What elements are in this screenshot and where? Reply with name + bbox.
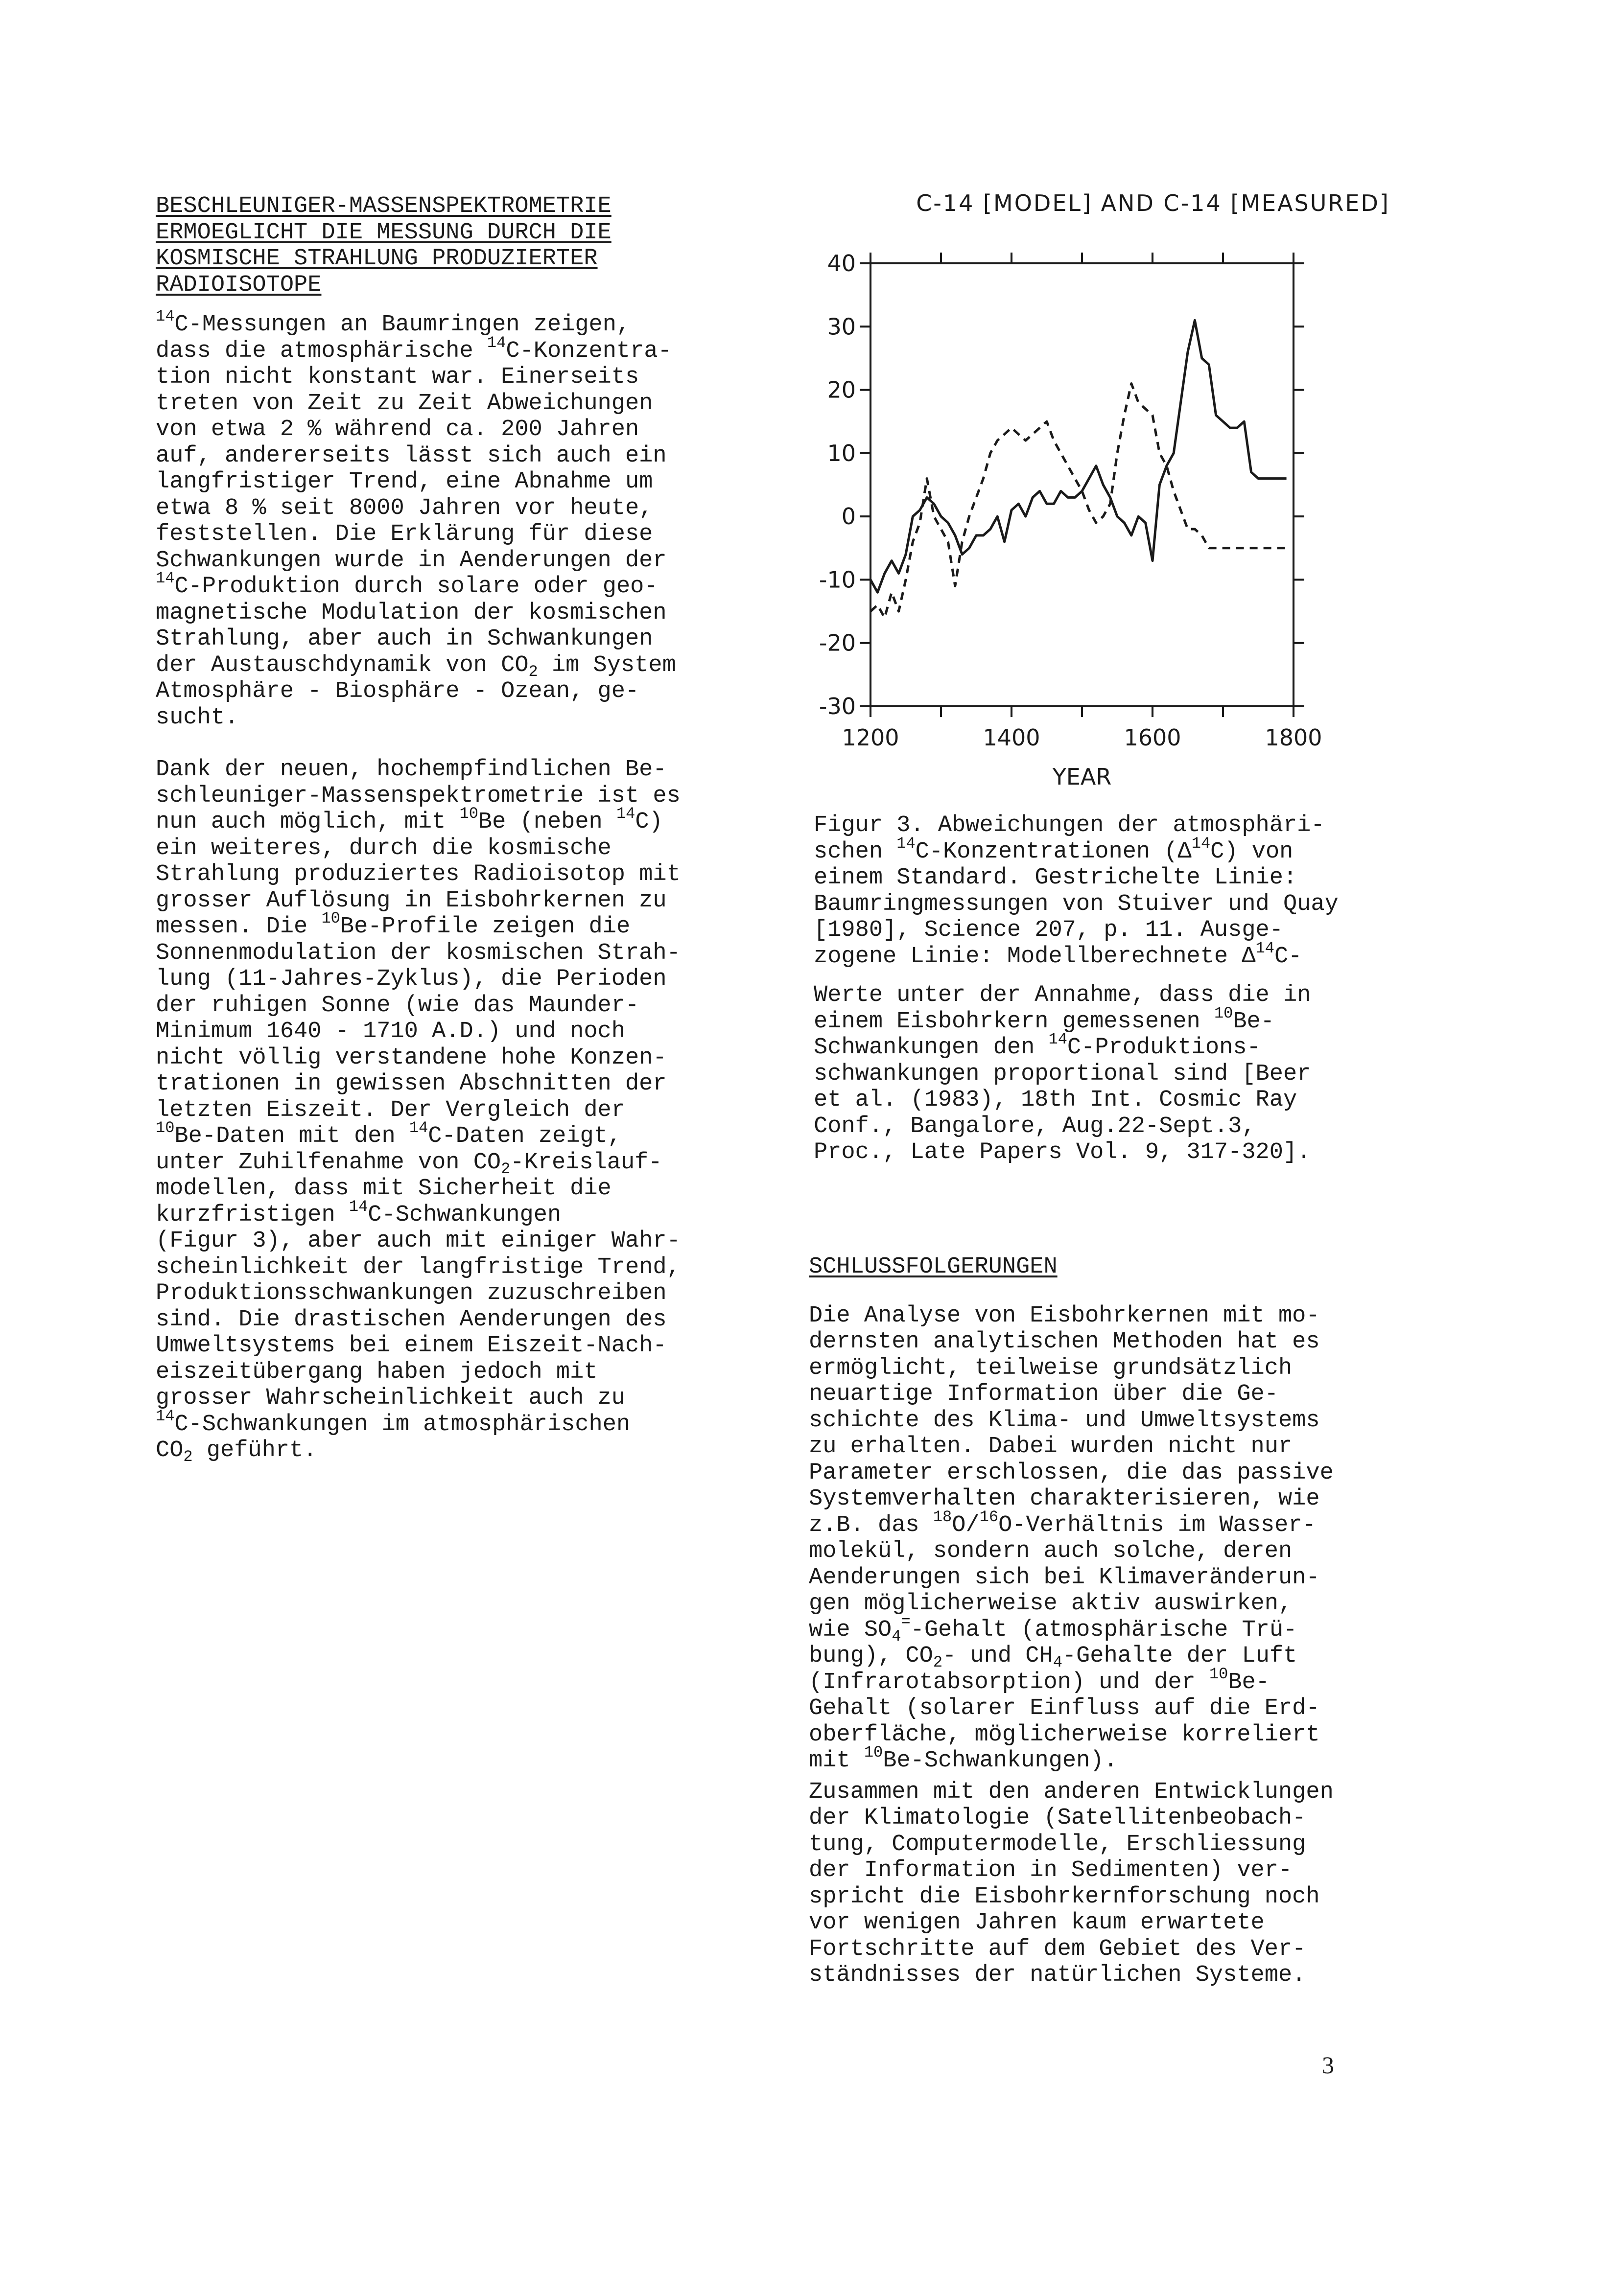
text-line [156,1254,681,1281]
text-segment: vor wenigen Jahren kaum erwartete [809,1910,1265,1936]
text-line [156,835,681,862]
text-segment: feststellen. Die Erklärung für diese [156,521,653,547]
text-segment: C-Konzentrationen (Δ [915,838,1192,865]
x-axis-label: YEAR [1052,764,1112,790]
text-line [809,1665,1334,1696]
text-segment: schichte des Klima- und Umweltsystems [809,1407,1320,1434]
text-segment: mit [809,1748,864,1774]
text-segment: C-Schwankungen im atmosphärischen [174,1411,631,1438]
text-line [809,1303,1334,1329]
page-number: 3 [1322,2051,1334,2079]
text-line [809,1538,1334,1565]
text-line [814,1087,1339,1113]
text-segment: messen. Die [156,914,322,940]
text-segment: letzten Eiszeit. Der Vergleich der [156,1097,625,1123]
text-line [156,940,681,967]
text-segment: Be-Daten mit den [174,1123,409,1149]
y-tick-label: 30 [827,313,856,340]
text-segment: CO [156,1438,184,1463]
text-segment: der Austauschdynamik von CO [156,652,529,678]
text-line [156,888,681,914]
text-segment: der ruhigen Sonne (wie das Maunder- [156,992,639,1019]
right-column [809,1254,1334,1989]
text-segment: (Infrarotabsorption) und der [809,1669,1209,1695]
superscript: 14 [1191,834,1211,853]
text-segment: Werte unter der Annahme, dass die in [814,982,1311,1008]
text-segment: nun auch möglich, mit [156,809,460,835]
text-line [156,1119,681,1150]
text-line [809,1381,1334,1408]
superscript: 10 [321,909,340,928]
text-line [156,757,681,783]
text-line [814,1030,1339,1061]
superscript: 10 [156,1119,175,1137]
text-line [156,652,681,679]
text-segment: tion nicht konstant war. Einerseits [156,364,639,390]
figure-3-chart [803,186,1439,798]
text-segment: Strahlung produziertes Radioisotop mit [156,861,681,887]
text-segment: wie SO [809,1617,892,1643]
text-segment: Proc., Late Papers Vol. 9, 317-320]. [814,1139,1311,1165]
text-segment: gen möglicherweise aktiv auswirken, [809,1591,1293,1617]
text-line [809,1460,1334,1486]
text-line [156,1045,681,1071]
paragraph [156,307,681,731]
text-segment: sind. Die drastischen Aenderungen des [156,1306,667,1333]
text-segment: zogene Linie: Modellberechnete Δ [814,943,1256,970]
text-line [809,1507,1334,1539]
text-line [156,909,681,940]
text-line [814,1113,1339,1140]
superscript: 14 [156,1407,175,1425]
text-segment: magnetische Modulation der kosmischen [156,600,667,626]
text-line [809,1722,1334,1748]
text-segment: O/ [952,1512,980,1538]
text-segment: schleuniger-Massenspektrometrie ist es [156,783,681,809]
text-line [156,391,681,417]
text-line [156,993,681,1019]
text-segment: Dank der neuen, hochempfindlichen Be- [156,757,667,783]
text-line [809,1355,1334,1382]
superscript: 14 [616,805,635,823]
text-line [156,1228,681,1254]
text-line [814,865,1339,891]
text-line [156,569,681,600]
y-tick-label: -20 [819,629,856,656]
subscript: 4 [892,1627,901,1646]
text-segment: etwa 8 % seit 8000 Jahren vor heute, [156,495,653,521]
text-segment: neuartige Information über die Ge- [809,1381,1278,1407]
text-segment: auf, andererseits lässt sich auch ein [156,442,667,469]
text-segment: Systemverhalten charakterisieren, wie [809,1486,1320,1512]
subscript: 2 [183,1448,193,1466]
text-line [809,1936,1334,1963]
text-segment: trationen in gewissen Abschnitten der [156,1071,667,1097]
text-line [809,1910,1334,1936]
text-line [809,1805,1334,1832]
y-tick-label: 20 [827,376,856,403]
x-tick-label: 1400 [983,724,1040,751]
text-line [156,1197,681,1229]
text-line [814,834,1339,865]
superscript: 14 [487,333,506,352]
text-segment: Minimum 1640 - 1710 A.D.) und noch [156,1019,625,1044]
tick-labels [819,250,1322,751]
x-tick-label: 1800 [1265,724,1322,751]
text-line [156,861,681,888]
superscript: 10 [1209,1665,1228,1683]
text-segment: der Information in Sedimenten) ver- [809,1857,1293,1883]
text-segment: Zusammen mit den anderen Entwicklungen [809,1779,1334,1805]
superscript: 14 [156,307,175,325]
text-segment: Conf., Bangalore, Aug.22-Sept.3, [814,1113,1256,1139]
superscript: 14 [156,569,175,587]
text-line [156,1307,681,1333]
text-line [156,1019,681,1045]
text-segment: -Gehalt (atmosphärische Trü- [910,1617,1297,1643]
text-segment: ein weiteres, durch die kosmische [156,835,612,861]
text-line [814,982,1339,1009]
text-line [809,1857,1334,1884]
text-segment: et al. (1983), 18th Int. Cosmic Ray [814,1087,1297,1113]
y-tick-label: -30 [819,693,856,719]
section-heading: BESCHLEUNIGER-MASSENSPEKTROMETRIE ERMOEGLICHT DIE MESSUNG DURCH DIE KOSMISCHE STRAHLUNG PRODUZIERTER RADIOISOTOPE [156,193,612,298]
text-line [809,1779,1334,1806]
text-segment: C) [635,809,663,835]
text-segment: Be-Schwankungen). [883,1748,1118,1774]
text-segment: oberfläche, möglicherweise korreliert [809,1721,1320,1748]
left-column [156,193,681,1464]
text-line [809,1695,1334,1722]
text-line [814,1139,1339,1166]
text-segment: kurzfristigen [156,1202,349,1228]
superscript: 14 [1255,939,1274,957]
text-line [809,1832,1334,1858]
subscript: 2 [933,1653,943,1671]
text-line [156,469,681,495]
subscript: 2 [528,662,538,681]
text-segment: C-Daten zeigt, [428,1123,622,1149]
text-segment: C-Schwankungen [368,1202,562,1228]
series-model-solid-line [870,320,1287,592]
text-line [156,307,681,338]
text-segment: grosser Wahrscheinlichkeit auch zu [156,1385,625,1411]
text-line [814,812,1339,839]
text-segment: [1980], Science 207, p. 11. Ausge- [814,917,1283,943]
text-line [156,417,681,443]
text-line [156,678,681,705]
y-tick-label: -10 [819,566,856,593]
text-segment: Umweltsystems bei einem Eiszeit-Nach- [156,1333,667,1359]
subscript: 4 [1053,1653,1062,1671]
text-segment: molekül, sondern auch solche, deren [809,1538,1293,1564]
text-line [814,1061,1339,1088]
text-segment: Schwankungen wurde in Aenderungen der [156,547,667,574]
caption-part-1 [814,812,1339,970]
text-segment: langfristiger Trend, eine Abnahme um [156,469,653,495]
text-segment: C-Produktions- [1067,1035,1261,1061]
text-segment: Figur 3. Abweichungen der atmosphäri- [814,812,1325,838]
text-segment: sucht. [156,704,239,731]
section-heading: SCHLUSSFOLGERUNGEN [809,1254,1058,1280]
text-line [809,1643,1334,1670]
text-line [814,891,1339,918]
text-line [156,333,681,365]
superscript: 16 [979,1507,999,1526]
text-line [156,443,681,469]
text-segment: Be-Profile zeigen die [340,914,631,940]
text-segment: Be- [1228,1669,1270,1695]
text-line [809,1486,1334,1512]
series-lines [870,320,1287,618]
text-segment: schen [814,838,897,865]
tick-marks [860,253,1304,717]
text-segment: Aenderungen sich bei Klimaveränderun- [809,1564,1320,1591]
text-segment: Strahlung, aber auch in Schwankungen [156,626,653,652]
text-segment: eiszeitübergang haben jedoch mit [156,1359,598,1385]
superscript: 10 [1214,1004,1233,1022]
text-segment: Produktionsschwankungen zuzuschreiben [156,1280,667,1306]
text-segment: modellen, dass mit Sicherheit die [156,1176,612,1202]
text-segment: geführt. [192,1438,317,1463]
text-segment: Fortschritte auf dem Gebiet des Ver- [809,1936,1306,1962]
text-segment: C- [1274,943,1302,970]
text-line [809,1962,1334,1989]
text-segment: zu erhalten. Dabei wurden nicht nur [809,1434,1293,1460]
text-segment: C-Messungen an Baumringen zeigen, [174,312,631,338]
text-segment: C-Konzentra- [506,338,672,364]
y-tick-label: 0 [841,503,856,530]
text-line [156,626,681,652]
text-segment: Die Analyse von Eisbohrkernen mit mo- [809,1302,1320,1329]
text-line [156,1359,681,1386]
text-line [156,1385,681,1412]
text-segment: -Kreislauf- [510,1149,662,1176]
text-line [156,521,681,548]
text-line [156,783,681,810]
text-line [156,1150,681,1176]
text-segment: ermöglicht, teilweise grundsätzlich [809,1355,1293,1381]
text-line [809,1408,1334,1434]
text-line [156,1333,681,1359]
superscript: = [901,1612,911,1631]
text-line [809,1591,1334,1617]
text-segment: Gehalt (solarer Einfluss auf die Erd- [809,1695,1320,1721]
text-line [814,939,1339,970]
text-line [156,548,681,574]
text-segment: einem Standard. Gestrichelte Linie: [814,865,1297,891]
text-segment: im System [538,652,676,678]
text-segment: ständnisses der natürlichen Systeme. [809,1962,1306,1988]
superscript: 10 [864,1743,883,1762]
text-segment: Atmosphäre - Biosphäre - Ozean, ge- [156,678,639,704]
series-measured-dashed-line [870,384,1287,618]
text-segment: O-Verhältnis im Wasser- [998,1512,1316,1538]
y-tick-label: 10 [827,440,856,466]
text-line [156,966,681,993]
text-line [156,495,681,522]
text-segment: Baumringmessungen von Stuiver und Quay [814,891,1339,917]
text-line [156,600,681,626]
subscript: 2 [501,1160,511,1178]
text-line [814,1004,1339,1035]
x-tick-label: 1200 [842,724,899,751]
text-line [156,1176,681,1202]
text-segment: C) von [1210,838,1294,865]
superscript: 14 [409,1119,428,1137]
text-segment: - und CH [942,1643,1053,1669]
text-segment: schwankungen proportional sind [Beer [814,1061,1311,1087]
text-segment: Parameter erschlossen, die das passive [809,1460,1334,1486]
chart-title: C-14 [MODEL] AND C-14 [MEASURED] [916,190,1390,216]
text-line [809,1565,1334,1591]
superscript: 14 [349,1197,368,1216]
text-line [156,705,681,731]
x-tick-label: 1600 [1124,724,1181,751]
text-line [809,1434,1334,1460]
superscript: 14 [1048,1030,1067,1048]
superscript: 14 [896,834,916,853]
chart-svg [803,186,1439,798]
text-segment: lung (11-Jahres-Zyklus), die Perioden [156,966,667,992]
text-line [156,1280,681,1307]
text-segment: grosser Auflösung in Eisbohrkernen zu [156,887,667,914]
text-line [156,1438,681,1464]
text-segment: z.B. das [809,1512,933,1538]
text-segment: -Gehalte der Luft [1062,1643,1297,1669]
superscript: 18 [933,1507,952,1526]
text-segment: einem Eisbohrkern gemessenen [814,1008,1214,1035]
text-segment: scheinlichkeit der langfristige Trend, [156,1254,681,1280]
text-segment: tung, Computermodelle, Erschliessung [809,1831,1306,1857]
caption-part-2 [814,982,1339,1166]
text-segment: von etwa 2 % während ca. 200 Jahren [156,417,639,442]
text-segment: bung), CO [809,1643,933,1669]
superscript: 10 [459,805,478,823]
text-line [156,364,681,391]
text-segment: nicht völlig verstandene hohe Konzen- [156,1044,667,1071]
text-segment: treten von Zeit zu Zeit Abweichungen [156,390,653,417]
text-segment: unter Zuhilfenahme von CO [156,1149,501,1176]
text-line [809,1743,1334,1774]
plot-frame [870,263,1294,706]
paragraph [809,1303,1334,1774]
paragraph [809,1779,1334,1989]
text-segment: der Klimatologie (Satellitenbeobach- [809,1805,1306,1831]
text-segment: C-Produktion durch solare oder geo- [174,574,658,600]
text-segment: Sonnenmodulation der kosmischen Strah- [156,940,681,966]
text-segment: dernsten analytischen Methoden hat es [809,1329,1320,1355]
text-line [156,1071,681,1097]
text-segment: Schwankungen den [814,1035,1049,1061]
text-segment: (Figur 3), aber auch mit einiger Wahr- [156,1228,681,1254]
text-line [809,1329,1334,1355]
text-line [809,1884,1334,1910]
text-segment: spricht die Eisbohrkernforschung noch [809,1883,1320,1910]
text-segment: Be (neben [478,809,616,835]
figure-caption [814,812,1339,1166]
y-tick-label: 40 [827,250,856,277]
text-segment: Be- [1233,1008,1274,1035]
text-segment: dass die atmosphärische [156,338,487,364]
text-line [809,1612,1334,1646]
text-line [156,805,681,835]
paragraph [156,757,681,1464]
text-line [156,1407,681,1438]
